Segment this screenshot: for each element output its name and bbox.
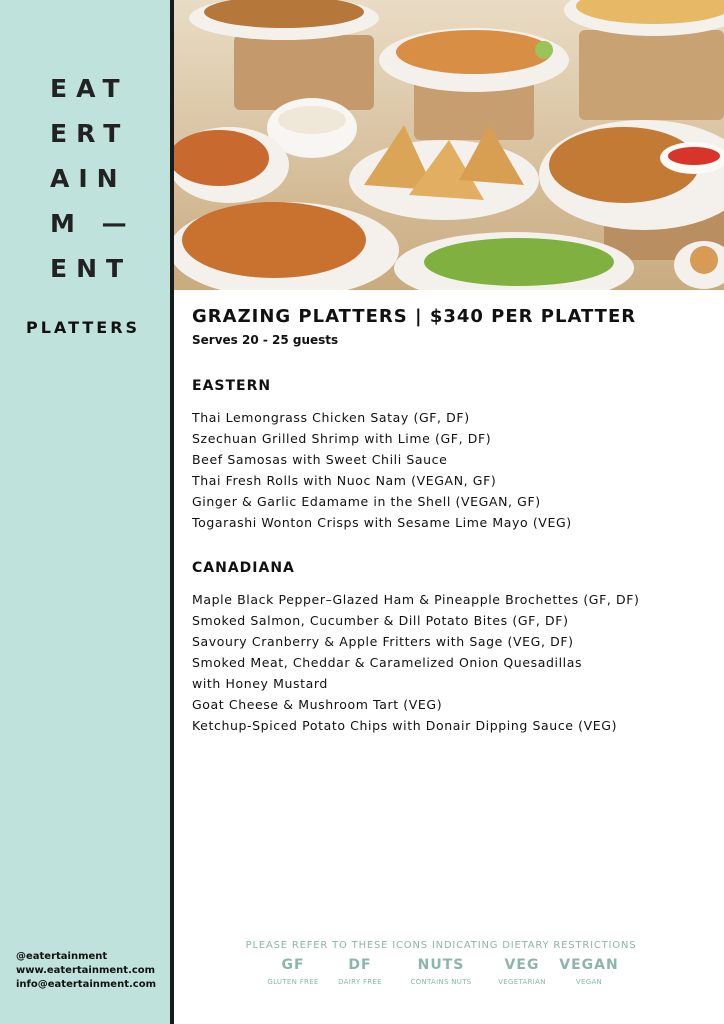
menu-item: Thai Fresh Rolls with Nuoc Nam (VEGAN, GF)	[192, 473, 497, 488]
website-link[interactable]: www.eatertainment.com	[16, 965, 156, 976]
serves-note: Serves 20 - 25 guests	[192, 333, 339, 347]
legend-item-nuts	[396, 957, 486, 986]
menu-item-list	[192, 407, 712, 533]
menu-item: Smoked Meat, Cheddar & Caramelized Onion Quesadillas	[192, 655, 583, 670]
legend-code: NUTS	[417, 957, 465, 973]
menu-item-list	[192, 589, 712, 736]
legend-label: DAIRY FREE	[338, 978, 382, 986]
logo-line: M —	[50, 209, 136, 238]
legend-row	[174, 951, 708, 993]
page-title: GRAZING PLATTERS | $340 PER PLATTER	[192, 306, 637, 327]
contact-info	[16, 950, 156, 992]
legend-heading: PLEASE REFER TO THESE ICONS INDICATING DIETARY RESTRICTIONS	[245, 940, 637, 951]
brand-logo	[50, 66, 136, 291]
legend-code: DF	[348, 957, 372, 973]
legend-label: CONTAINS NUTS	[410, 978, 472, 986]
section-heading: EASTERN	[192, 378, 272, 394]
sidebar	[0, 0, 170, 1024]
logo-line: ERT	[50, 119, 130, 148]
legend-label: VEGETARIAN	[498, 978, 546, 986]
logo-line: AIN	[50, 164, 127, 193]
menu-item: Ketchup-Spiced Potato Chips with Donair Dipping Sauce (VEG)	[192, 718, 618, 733]
menu-item: Togarashi Wonton Crisps with Sesame Lime Mayo (VEG)	[192, 515, 572, 530]
hero-illustration	[174, 0, 724, 290]
social-handle[interactable]: @eatertainment	[16, 951, 108, 962]
menu-section-eastern	[192, 378, 712, 533]
menu-item: Beef Samosas with Sweet Chili Sauce	[192, 452, 448, 467]
menu-item: Thai Lemongrass Chicken Satay (GF, DF)	[192, 410, 470, 425]
section-label: PLATTERS	[26, 318, 141, 337]
legend-label: VEGAN	[575, 978, 603, 986]
legend-code: VEGAN	[559, 957, 619, 973]
dietary-legend	[174, 940, 708, 993]
legend-label: GLUTEN FREE	[267, 978, 319, 986]
legend-code: GF	[281, 957, 305, 973]
legend-item-df	[315, 957, 405, 986]
menu-item: with Honey Mustard	[192, 676, 328, 691]
logo-line: EAT	[50, 74, 129, 103]
hero-food-photo	[174, 0, 724, 290]
menu-section-canadiana	[192, 560, 712, 736]
logo-line: ENT	[50, 254, 133, 283]
email-link[interactable]: info@eatertainment.com	[16, 979, 156, 990]
menu-item: Savoury Cranberry & Apple Fritters with Sage (VEG, DF)	[192, 634, 574, 649]
menu-item: Ginger & Garlic Edamame in the Shell (VEGAN, GF)	[192, 494, 541, 509]
menu-item: Goat Cheese & Mushroom Tart (VEG)	[192, 697, 443, 712]
menu-content	[192, 306, 712, 736]
legend-code: VEG	[504, 957, 540, 973]
menu-item: Szechuan Grilled Shrimp with Lime (GF, DF)	[192, 431, 492, 446]
legend-item-vegan	[544, 957, 634, 986]
menu-item: Maple Black Pepper–Glazed Ham & Pineapple Brochettes (GF, DF)	[192, 592, 640, 607]
menu-item: Smoked Salmon, Cucumber & Dill Potato Bites (GF, DF)	[192, 613, 569, 628]
section-heading: CANADIANA	[192, 560, 295, 576]
